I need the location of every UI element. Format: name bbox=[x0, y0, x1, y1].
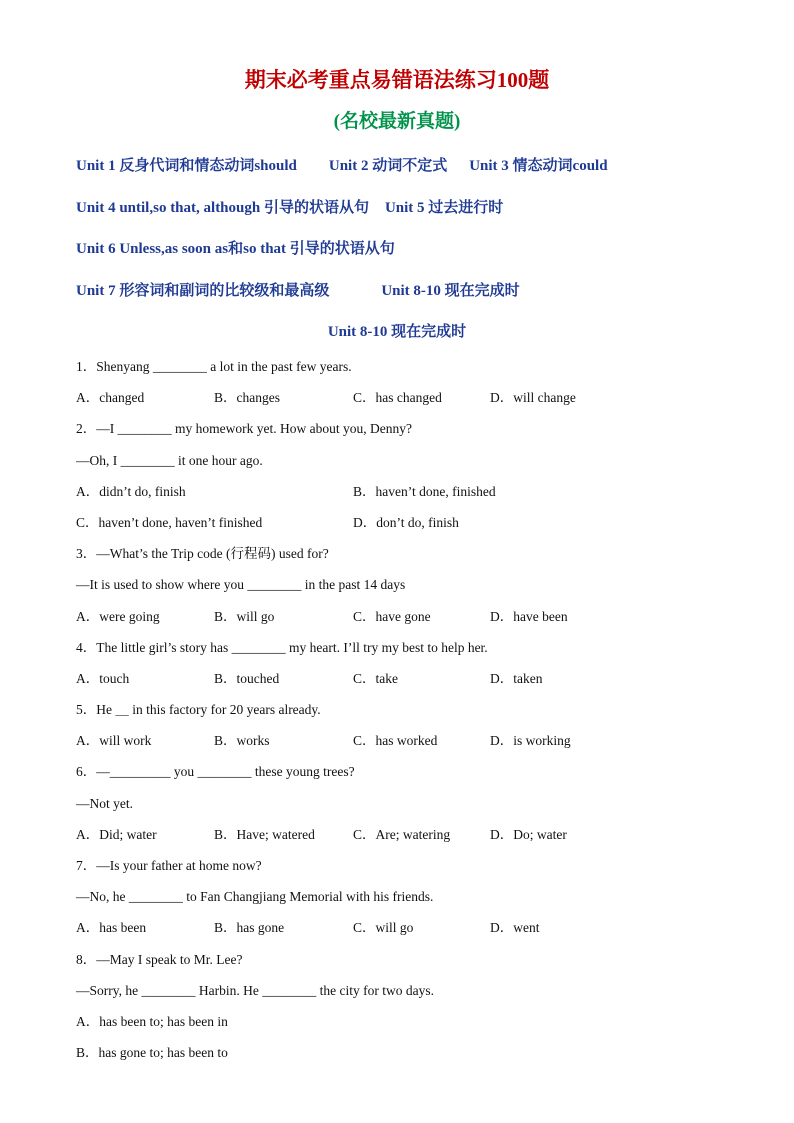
unit-row bbox=[76, 197, 766, 239]
option-b: B．will go bbox=[214, 608, 275, 624]
section-title: Unit 8-10 现在完成时 bbox=[327, 324, 467, 340]
answer-options bbox=[76, 669, 766, 700]
question-list bbox=[76, 357, 766, 1074]
option-a: A．has been to; has been in bbox=[76, 1013, 228, 1029]
option-d: D．Do; water bbox=[490, 826, 567, 842]
option-a: A．will work bbox=[76, 733, 152, 749]
option-c: C．haven’t done, haven’t finished bbox=[76, 514, 263, 530]
option-a: A．changed bbox=[76, 390, 145, 406]
option-a: A．touch bbox=[76, 670, 130, 686]
question-stem: 4．The little girl’s story has ________ my heart. I’ll try my best to help her. bbox=[76, 639, 488, 655]
option-c: C．have gone bbox=[353, 608, 431, 624]
option-b: B．haven’t done, finished bbox=[353, 483, 496, 499]
unit-label: Unit 4 until,so that, although 引导的状语从句 bbox=[76, 199, 369, 216]
option-d: D．have been bbox=[490, 608, 568, 624]
answer-options bbox=[76, 825, 766, 856]
option-b: B．works bbox=[214, 733, 270, 749]
question-line: —Not yet. bbox=[76, 795, 133, 811]
unit-label: Unit 6 Unless,as soon as和so that 引导的状语从句 bbox=[76, 241, 395, 257]
answer-options bbox=[76, 482, 766, 513]
option-c: C．has changed bbox=[353, 390, 442, 406]
question-stem: 2．—I ________ my homework yet. How about you, Denny? bbox=[76, 421, 412, 437]
option-b: B．has gone bbox=[214, 920, 285, 936]
unit-label: Unit 2 动词不定式 bbox=[328, 158, 448, 174]
unit-row bbox=[76, 280, 766, 322]
option-d: D．taken bbox=[490, 670, 543, 686]
unit-label: Unit 8-10 现在完成时 bbox=[381, 282, 520, 299]
option-c: C．take bbox=[353, 670, 398, 686]
question-stem: 8．—May I speak to Mr. Lee? bbox=[76, 951, 243, 967]
option-c: C．will go bbox=[353, 920, 414, 936]
question-stem: 3．—What’s the Trip code (行程码) used for? bbox=[76, 546, 329, 562]
document-title: 期末必考重点易错语法练习100题 bbox=[244, 68, 550, 92]
question-stem: 7．—Is your father at home now? bbox=[76, 858, 262, 873]
option-d: D．will change bbox=[490, 390, 576, 406]
unit-row bbox=[76, 155, 766, 197]
option-a: A．didn’t do, finish bbox=[76, 483, 186, 499]
option-b: B．touched bbox=[214, 670, 280, 686]
option-d: D．is working bbox=[490, 733, 571, 749]
option-d: D．went bbox=[490, 920, 540, 936]
option-a: A．Did; water bbox=[76, 826, 157, 842]
answer-options bbox=[76, 918, 766, 949]
option-b: B．Have; watered bbox=[214, 826, 315, 842]
answer-options bbox=[76, 388, 766, 419]
option-d: D．don’t do, finish bbox=[353, 514, 459, 530]
question-line: —It is used to show where you ________ in the past 14 days bbox=[76, 577, 406, 593]
unit-row bbox=[76, 238, 766, 280]
question-line: —No, he ________ to Fan Changjiang Memorial with his friends. bbox=[76, 889, 434, 905]
answer-options bbox=[76, 731, 766, 762]
option-c: C．has worked bbox=[353, 733, 438, 749]
option-a: A．were going bbox=[76, 608, 160, 624]
unit-label: Unit 7 形容词和副词的比较级和最高级 bbox=[76, 282, 330, 299]
option-c: C．Are; watering bbox=[353, 826, 451, 842]
question-line: —Sorry, he ________ Harbin. He ________ the city for two days. bbox=[76, 982, 434, 998]
answer-options bbox=[76, 513, 766, 544]
unit-label: Unit 3 情态动词could bbox=[469, 158, 608, 174]
option-a: A．has been bbox=[76, 920, 147, 936]
question-stem: 5．He ＿ in this factory for 20 years already. bbox=[76, 702, 321, 718]
question-line: —Oh, I ________ it one hour ago. bbox=[76, 452, 263, 468]
option-b: B．changes bbox=[214, 390, 280, 406]
question-stem: 6．—_________ you ________ these young trees? bbox=[76, 764, 355, 780]
question-stem: 1．Shenyang ________ a lot in the past few years. bbox=[76, 359, 352, 374]
unit-list bbox=[76, 155, 766, 321]
unit-label: Unit 5 过去进行时 bbox=[384, 199, 504, 216]
answer-options bbox=[76, 607, 766, 638]
unit-label: Unit 1 反身代词和情态动词should bbox=[76, 158, 297, 174]
option-b: B．has gone to; has been to bbox=[76, 1045, 228, 1061]
document-subtitle: (名校最新真题) bbox=[333, 111, 461, 132]
